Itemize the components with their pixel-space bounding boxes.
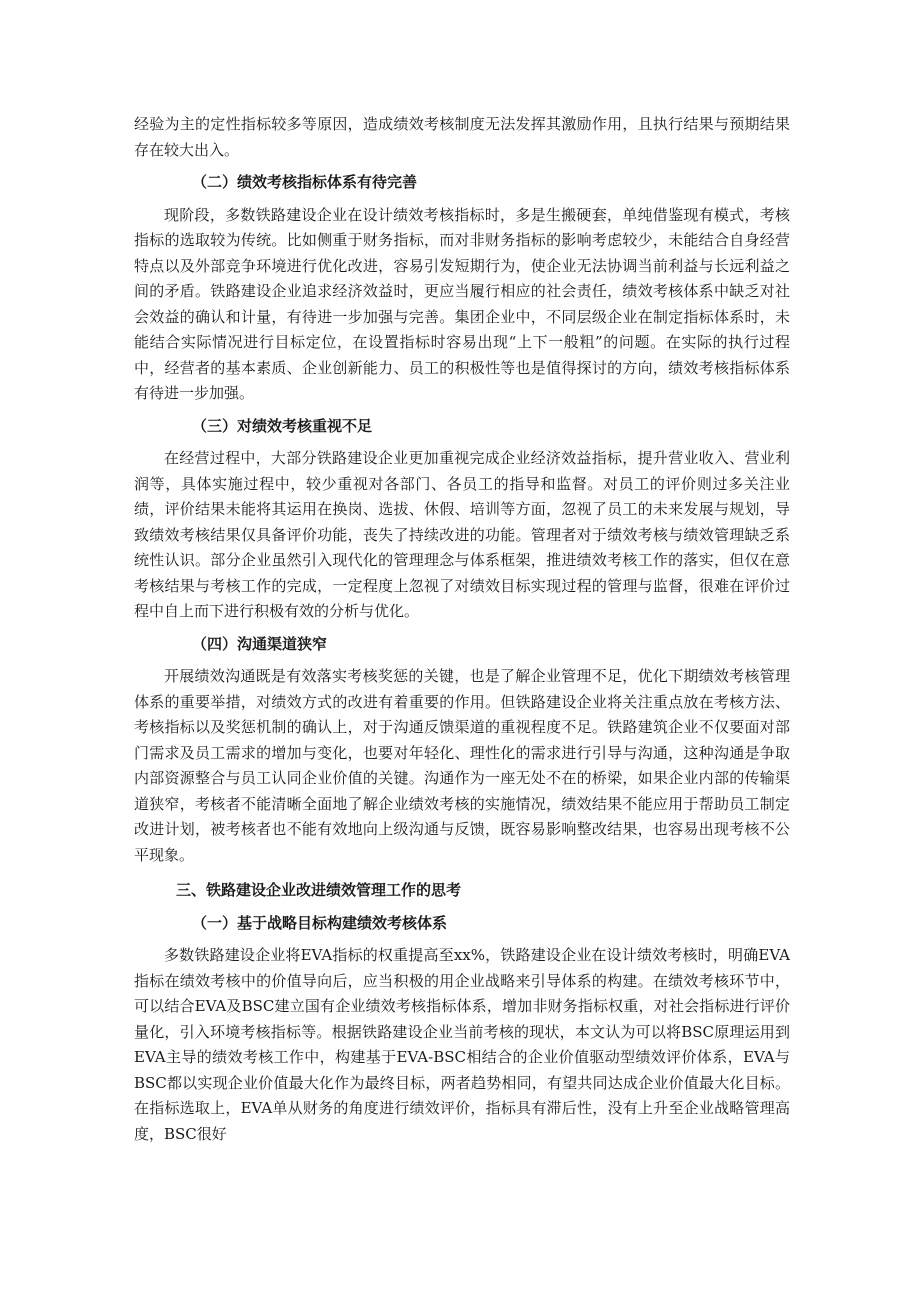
subheading-2: （二）绩效考核指标体系有待完善 <box>192 173 418 191</box>
paragraph-strategy-evaluation: 多数铁路建设企业将EVA指标的权重提高至xx%，铁路建设企业在设计绩效考核时，明确EVA指标在绩效考核中的价值导向后，应当积极的用企业战略来引导体系的构建。在绩效考核环节中，可以结合EVA及BSC建立国有企业绩效考核指标体系，增加非财务指标权重，对社会指标进行评价量化，引入环境考核指标等。根据铁路建设企业当前考核的现状，本文认为可以将BSC原理运用到EVA主导的绩效考核工作中，构建基于EVA-BSC相结合的企业价值驱动型绩效评价体系，EVA与BSC都以实现企业价值最大化作为最终目标，两者趋势相同，有望共同达成企业价值最大化目标。在指标选取上，EVA单从财务的角度进行绩效评价，指标具有滞后性，没有上升至企业战略管理高度，BSC很好 <box>134 946 790 1143</box>
paragraph-continuation: 经验为主的定性指标较多等原因，造成绩效考核制度无法发挥其激励作用，且执行结果与预期结果存在较大出入。 <box>134 115 790 159</box>
paragraph-communication: 开展绩效沟通既是有效落实考核奖惩的关键，也是了解企业管理不足，优化下期绩效考核管理体系的重要举措，对绩效方式的改进有着重要的作用。但铁路建设企业将关注重点放在考核方法、考核指标以及奖惩机制的确认上，对于沟通反馈渠道的重视程度不足。铁路建筑企业不仅要面对部门需求及员工需求的增加与变化，也要对年轻化、理性化的需求进行引导与沟通，这种沟通是争取内部资源整合与员工认同企业价值的关键。沟通作为一座无处不在的桥梁，如果企业内部的传输渠道狭窄，考核者不能清晰全面地了解企业绩效考核的实施情况，绩效结果不能应用于帮助员工制定改进计划，被考核者也不能有效地向上级沟通与反馈，既容易影响整改结果，也容易出现考核不公平现象。 <box>134 667 790 864</box>
document-page <box>134 112 790 1147</box>
section-heading-3: 三、铁路建设企业改进绩效管理工作的思考 <box>176 881 462 899</box>
paragraph-insufficient-attention: 在经营过程中，大部分铁路建设企业更加重视完成企业经济效益指标，提升营业收入、营业利润等，具体实施过程中，较少重视对各部门、各员工的指导和监督。对员工的评价则过多关注业绩，评价结果未能将其运用在换岗、选拔、休假、培训等方面，忽视了员工的未来发展与规划，导致绩效考核结果仅具备评价功能，丧失了持续改进的功能。管理者对于绩效考核与绩效管理缺乏系统性认识。部分企业虽然引入现代化的管理理念与体系框架，推进绩效考核工作的落实，但仅在意考核结果与考核工作的完成，一定程度上忽视了对绩效目标实现过程的管理与监督，很难在评价过程中自上而下进行积极有效的分析与优化。 <box>134 449 790 620</box>
paragraph-indicator-system: 现阶段，多数铁路建设企业在设计绩效考核指标时，多是生搬硬套，单纯借鉴现有模式，考核指标的选取较为传统。比如侧重于财务指标，而对非财务指标的影响考虑较少，未能结合自身经营特点以及外部竞争环境进行优化改进，容易引发短期行为，使企业无法协调当前利益与长远利益之间的矛盾。铁路建设企业追求经济效益时，更应当履行相应的社会责任，绩效考核体系中缺乏对社会效益的确认和计量，有待进一步加强与完善。集团企业中，不同层级企业在制定指标体系时，未能结合实际情况进行目标定位，在设置指标时容易出现“上下一般粗”的问题。在实际的执行过程中，经营者的基本素质、企业创新能力、员工的积极性等也是值得探讨的方向，绩效考核指标体系有待进一步加强。 <box>134 205 790 402</box>
subheading-4: （四）沟通渠道狭窄 <box>192 634 328 653</box>
subheading-3-1: （一）基于战略目标构建绩效考核体系 <box>192 913 448 932</box>
subheading-3: （三）对绩效考核重视不足 <box>192 416 373 435</box>
